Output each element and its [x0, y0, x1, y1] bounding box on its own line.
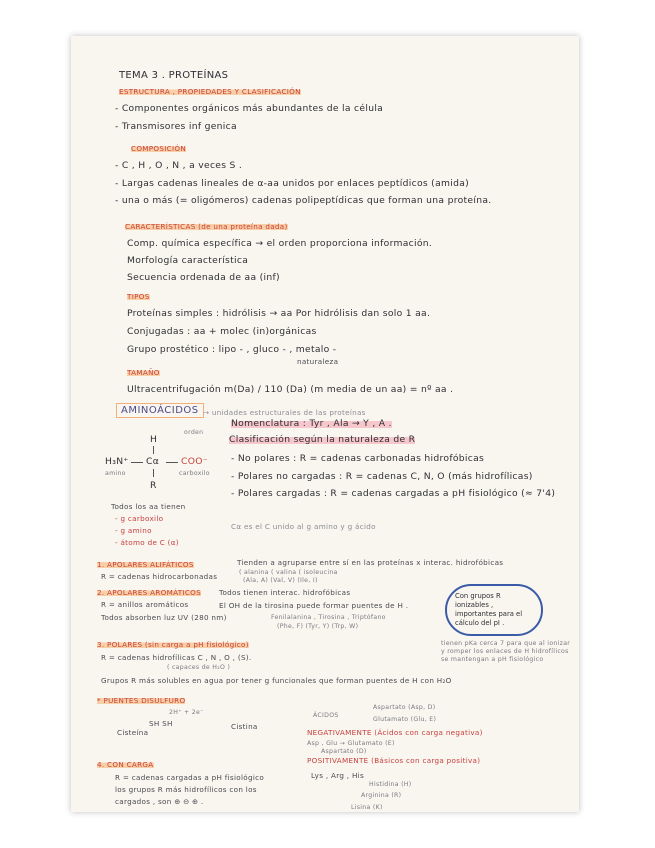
acidos-aspartato: Aspartato (Asp, D): [373, 704, 436, 711]
heading-composicion: COMPOSICIÓN: [131, 144, 187, 153]
polares-solubles: Grupos R más solubles en agua por tener g funcionales que forman puentes de H con H₂O: [101, 676, 452, 685]
positivamente-examples: Lys , Arg , His: [311, 771, 365, 780]
bubble-note: tienen pKa cerca 7 para que al ionizar y romper los enlaces de H hidrofílicos se mantengan a pH fisiológico: [441, 640, 571, 663]
page-title: TEMA 3 . PROTEÍNAS: [119, 70, 229, 81]
disulfuro-reaction: 2H⁺ + 2e⁻: [169, 709, 204, 716]
heading-caracteristicas: CARACTERÍSTICAS (de una proteína dada): [125, 222, 288, 231]
heading-apolares-aromaticos: 2. APOLARES AROMÁTICOS: [97, 588, 201, 597]
tamano-ultracentrifugacion: Ultracentrifugación m(Da) / 110 (Da) (m media de un aa) = nº aa .: [127, 384, 454, 395]
label-cisteina: Cisteína: [117, 728, 149, 737]
heading-polares: 3. POLARES (sin carga a pH fisiológico): [97, 640, 249, 649]
clase-polares-no-cargadas: - Polares no cargadas : R = cadenas C, N, O (más hidrofílicas): [231, 471, 533, 482]
struct-orden: orden: [184, 429, 204, 436]
struct-h: H: [150, 434, 158, 445]
apolares-examples-codes: (Ala, A) (Val, V) (Ile, I): [243, 577, 318, 584]
heading-con-carga: 4. CON CARGA: [97, 760, 154, 769]
struct-ca: Cα: [146, 456, 160, 467]
bond-c: [166, 462, 178, 463]
cisteina-sh: SH SH: [149, 719, 173, 728]
clase-polares-cargadas: - Polares cargadas : R = cadenas cargadas a pH fisiológico (≈ 7'4): [231, 488, 556, 499]
caract-comp: Comp. química específica → el orden proporciona información.: [127, 238, 433, 249]
aromaticos-examples: Fenilalanina , Tirosina , Triptófano: [271, 614, 386, 621]
label-lisina: Lisina (K): [351, 804, 383, 811]
clasificacion: Clasificación según la naturaleza de R: [229, 434, 416, 445]
aromaticos-examples-codes: (Phe, F) (Tyr, Y) (Trp, W): [277, 623, 359, 630]
bond-h: [153, 446, 154, 454]
struct-r: R: [150, 480, 157, 491]
aromaticos-uv: Todos absorben luz UV (280 nm): [101, 613, 227, 622]
acidos-glutamato: Glutamato (Glu, E): [373, 716, 437, 723]
heading-negativamente: NEGATIVAMENTE (Ácidos con carga negativa): [307, 728, 483, 737]
heading-estructura: ESTRUCTURA , PROPIEDADES Y CLASIFICACIÓN: [119, 87, 301, 96]
bullet-transmisores: - Transmisores inf genica: [115, 121, 237, 132]
negativamente-aspartato: Aspartato (D): [321, 748, 367, 755]
label-arginina: Arginina (R): [361, 792, 402, 799]
con-carga-cadenas: R = cadenas cargadas a pH fisiológico: [115, 773, 265, 782]
con-carga-grupos: los grupos R más hidrofílicos con los: [115, 785, 257, 794]
heading-positivamente: POSITIVAMENTE (Básicos con carga positiva): [307, 756, 481, 765]
struct-h3n: H₃N⁺: [105, 456, 129, 467]
comp-elements: - C , H , O , N , a veces S .: [115, 160, 243, 171]
struct-coo: COO⁻: [181, 456, 208, 467]
ionizables-bubble: Con grupos R ionizables , importantes para el cálculo del pI .: [445, 584, 543, 636]
caract-morfologia: Morfología característica: [127, 255, 249, 266]
negativamente-examples: Asp , Glu → Glutamato (E): [307, 740, 395, 747]
notebook-page: [71, 36, 579, 812]
grupo-amino: - g amino: [115, 526, 152, 535]
heading-apolares-alifaticos: 1. APOLARES ALIFÁTICOS: [97, 560, 194, 569]
comp-oligomeros: - una o más (= oligómeros) cadenas polipeptídicas que forman una proteína.: [115, 195, 492, 206]
aminoacidos-box: AMINOÁCIDOS: [116, 403, 204, 418]
bullet-componentes: - Componentes orgánicos más abundantes de la célula: [115, 103, 384, 114]
aromaticos-anillos: R = anillos aromáticos: [101, 600, 189, 609]
heading-tamano: TAMAÑO: [127, 368, 160, 377]
bond-r: [153, 469, 154, 477]
label-cistina: Cistina: [231, 722, 258, 731]
label-histidina: Histidina (H): [369, 781, 412, 788]
atomo-c-alfa: - átomo de C (α): [115, 538, 179, 547]
tipos-simples: Proteínas simples : hidrólisis → aa Por hidrólisis dan solo 1 aa.: [127, 308, 431, 319]
label-acidos: ÁCIDOS: [313, 712, 339, 719]
aromaticos-note2: El OH de la tirosina puede formar puentes de H .: [219, 601, 409, 610]
label-carboxilo: carboxilo: [179, 470, 210, 477]
c-alfa-note: Cα es el C unido al g amino y g ácido: [231, 522, 376, 531]
heading-tipos: TIPOS: [127, 292, 150, 301]
apolares-examples: ( alanina ( valina ( isoleucina: [239, 569, 338, 576]
polares-cadenas: R = cadenas hidrofílicas C , N , O , (S).: [101, 653, 252, 662]
caract-secuencia: Secuencia ordenada de aa (inf): [127, 272, 280, 283]
comp-cadenas: - Largas cadenas lineales de α-aa unidos por enlaces peptídicos (amida): [115, 178, 470, 189]
label-amino: amino: [105, 470, 126, 477]
tipos-conjugadas: Conjugadas : aa + molec (in)orgánicas: [127, 326, 317, 337]
clase-no-polares: - No polares : R = cadenas carbonadas hidrofóbicas: [231, 453, 485, 464]
tipos-grupo-prostetico: Grupo prostético : lipo - , gluco - , metalo -: [127, 344, 337, 355]
todos-tienen: Todos los aa tienen: [111, 502, 186, 511]
apolares-cadenas: R = cadenas hidrocarbonadas: [101, 572, 218, 581]
con-carga-cargados: cargados , son ⊕ ⊖ ⊕ .: [115, 797, 204, 806]
aromaticos-note1: Todos tienen interac. hidrofóbicas: [219, 588, 351, 597]
tipos-naturaleza: naturaleza: [297, 357, 339, 366]
aminoacidos-definition: → unidades estructurales de las proteínas: [203, 408, 366, 417]
polares-capaces: ( capaces de H₂O ): [167, 664, 231, 671]
heading-puentes-disulfuro: * PUENTES DISULFURO: [97, 696, 186, 705]
grupo-carboxilo: - g carboxilo: [115, 514, 164, 523]
apolares-note: Tienden a agruparse entre sí en las proteínas x interac. hidrofóbicas: [237, 558, 504, 567]
nomenclatura: Nomenclatura : Tyr , Ala → Y , A .: [231, 418, 392, 429]
bond-n: [131, 462, 143, 463]
